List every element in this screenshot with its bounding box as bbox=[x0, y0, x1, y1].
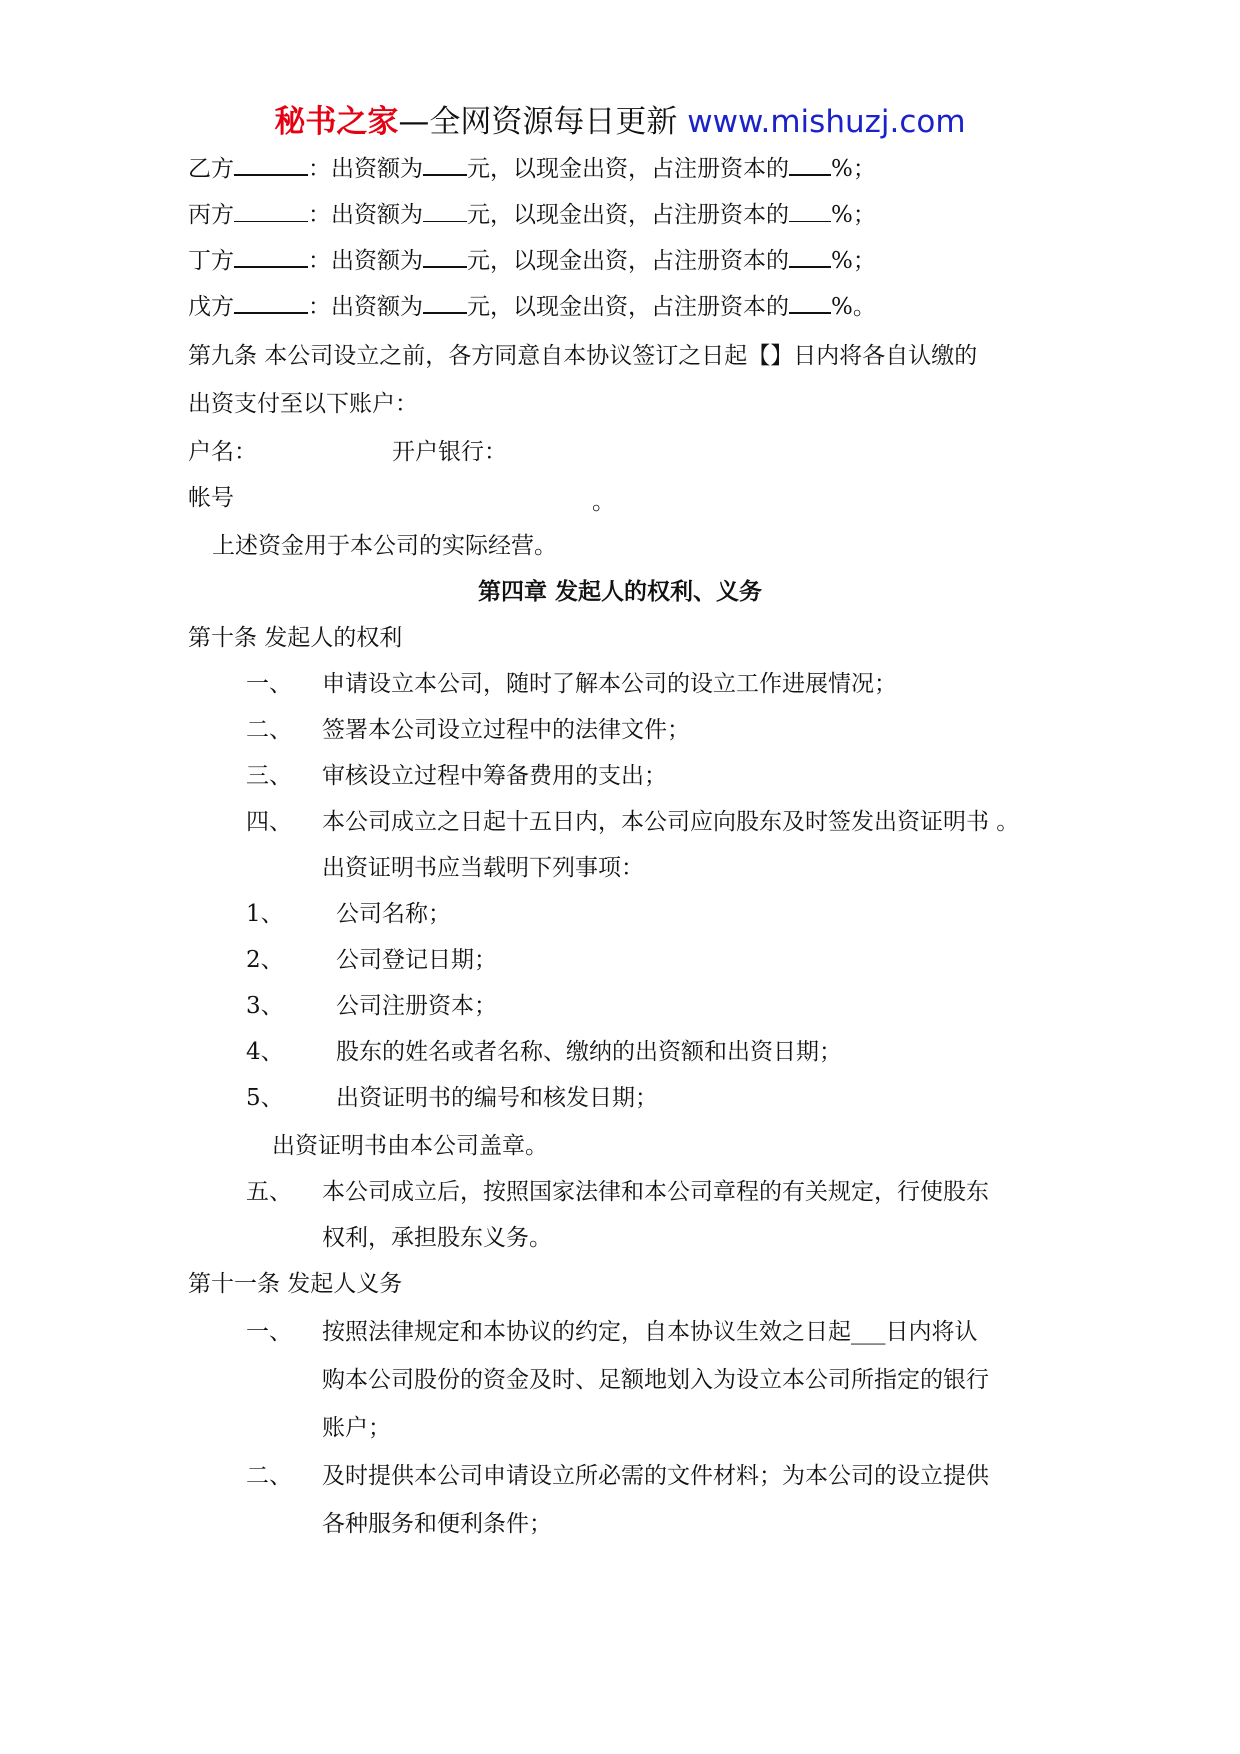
contribution-line-yi: 乙方 ：出资额为 元，以现金出资，占注册资本的 %； bbox=[188, 156, 876, 182]
site-header bbox=[0, 102, 1240, 142]
list-number: 一、 bbox=[246, 671, 292, 697]
account-number-period: 。 bbox=[592, 489, 615, 515]
blank-field bbox=[423, 246, 467, 268]
sub-list-item-text: 股东的姓名或者名称、缴纳的出资额和出资日期； bbox=[336, 1039, 842, 1065]
blank-field bbox=[234, 154, 308, 176]
contribution-line-wu: 戊方 ：出资额为 元，以现金出资，占注册资本的 %。 bbox=[188, 294, 876, 320]
list-number: 二、 bbox=[246, 1463, 292, 1489]
list-item-text: 审核设立过程中筹备费用的支出； bbox=[322, 763, 667, 789]
list-item-text-continued: 权利，承担股东义务。 bbox=[322, 1225, 552, 1251]
sub-list-item-text: 公司登记日期； bbox=[336, 947, 497, 973]
sub-list-number: 5、 bbox=[246, 1085, 284, 1111]
sub-list-item-text: 公司名称； bbox=[336, 901, 451, 927]
sub-list-number: 4、 bbox=[246, 1039, 284, 1065]
list-number: 三、 bbox=[246, 763, 292, 789]
article-11-title: 第十一条 发起人义务 bbox=[188, 1271, 403, 1297]
list-item-text: 按照法律规定和本协议的约定，自本协议生效之日起___日内将认 bbox=[322, 1319, 978, 1345]
contribution-line-ding: 丁方 ：出资额为 元，以现金出资，占注册资本的 %； bbox=[188, 248, 876, 274]
blank-field bbox=[423, 292, 467, 314]
list-item-text-continued: 各种服务和便利条件； bbox=[322, 1511, 552, 1537]
contribution-line-bing: 丙方 ：出资额为 元，以现金出资，占注册资本的 %； bbox=[188, 202, 876, 228]
sub-list-number: 2、 bbox=[246, 947, 284, 973]
bank-label: 开户银行： bbox=[392, 439, 507, 465]
blank-field bbox=[423, 201, 467, 222]
list-item-text: 签署本公司设立过程中的法律文件； bbox=[322, 717, 690, 743]
list-number: 一、 bbox=[246, 1319, 292, 1345]
article-10-title: 第十条 发起人的权利 bbox=[188, 625, 403, 651]
brand-tagline: —全网资源每日更新 bbox=[398, 104, 678, 140]
article-9-line-1: 第九条 本公司设立之前，各方同意自本协议签订之日起【】日内将各自认缴的 bbox=[188, 343, 978, 369]
sub-list-item-text: 出资证明书的编号和核发日期； bbox=[336, 1085, 658, 1111]
list-item-text: 本公司成立之日起十五日内，本公司应向股东及时签发出资证明书 。 bbox=[322, 809, 1020, 835]
chapter-heading: 第四章 发起人的权利、义务 bbox=[477, 578, 762, 605]
blank-field bbox=[789, 154, 831, 176]
account-number-label: 帐号 bbox=[188, 485, 234, 511]
blank-field bbox=[423, 154, 467, 176]
sub-list-item-text: 公司注册资本； bbox=[336, 993, 497, 1019]
blank-field bbox=[234, 246, 308, 268]
article-9-line-2: 出资支付至以下账户： bbox=[188, 391, 418, 417]
list-item-text-continued: 账户； bbox=[322, 1415, 391, 1441]
funds-usage-text: 上述资金用于本公司的实际经营。 bbox=[212, 533, 557, 559]
blank-field bbox=[789, 246, 831, 268]
blank-field bbox=[234, 201, 308, 222]
blank-field bbox=[789, 201, 831, 222]
list-number: 四、 bbox=[246, 809, 292, 835]
blank-field bbox=[234, 292, 308, 314]
list-number: 五、 bbox=[246, 1179, 292, 1205]
list-item-text: 本公司成立后，按照国家法律和本公司章程的有关规定，行使股东 bbox=[322, 1179, 989, 1205]
list-item-text-continued: 出资证明书应当载明下列事项： bbox=[322, 855, 644, 881]
seal-note: 出资证明书由本公司盖章。 bbox=[272, 1133, 548, 1159]
brand-name: 秘书之家 bbox=[274, 104, 399, 140]
site-url[interactable]: www.mishuzj.com bbox=[687, 104, 966, 140]
blank-field bbox=[789, 292, 831, 314]
list-item-text: 及时提供本公司申请设立所必需的文件材料；为本公司的设立提供 bbox=[322, 1463, 989, 1489]
sub-list-number: 1、 bbox=[246, 901, 284, 927]
account-name-label: 户名： bbox=[188, 439, 257, 465]
list-item-text-continued: 购本公司股份的资金及时、足额地划入为设立本公司所指定的银行 bbox=[322, 1367, 989, 1393]
list-number: 二、 bbox=[246, 717, 292, 743]
list-item-text: 申请设立本公司，随时了解本公司的设立工作进展情况； bbox=[322, 671, 897, 697]
sub-list-number: 3、 bbox=[246, 993, 284, 1019]
